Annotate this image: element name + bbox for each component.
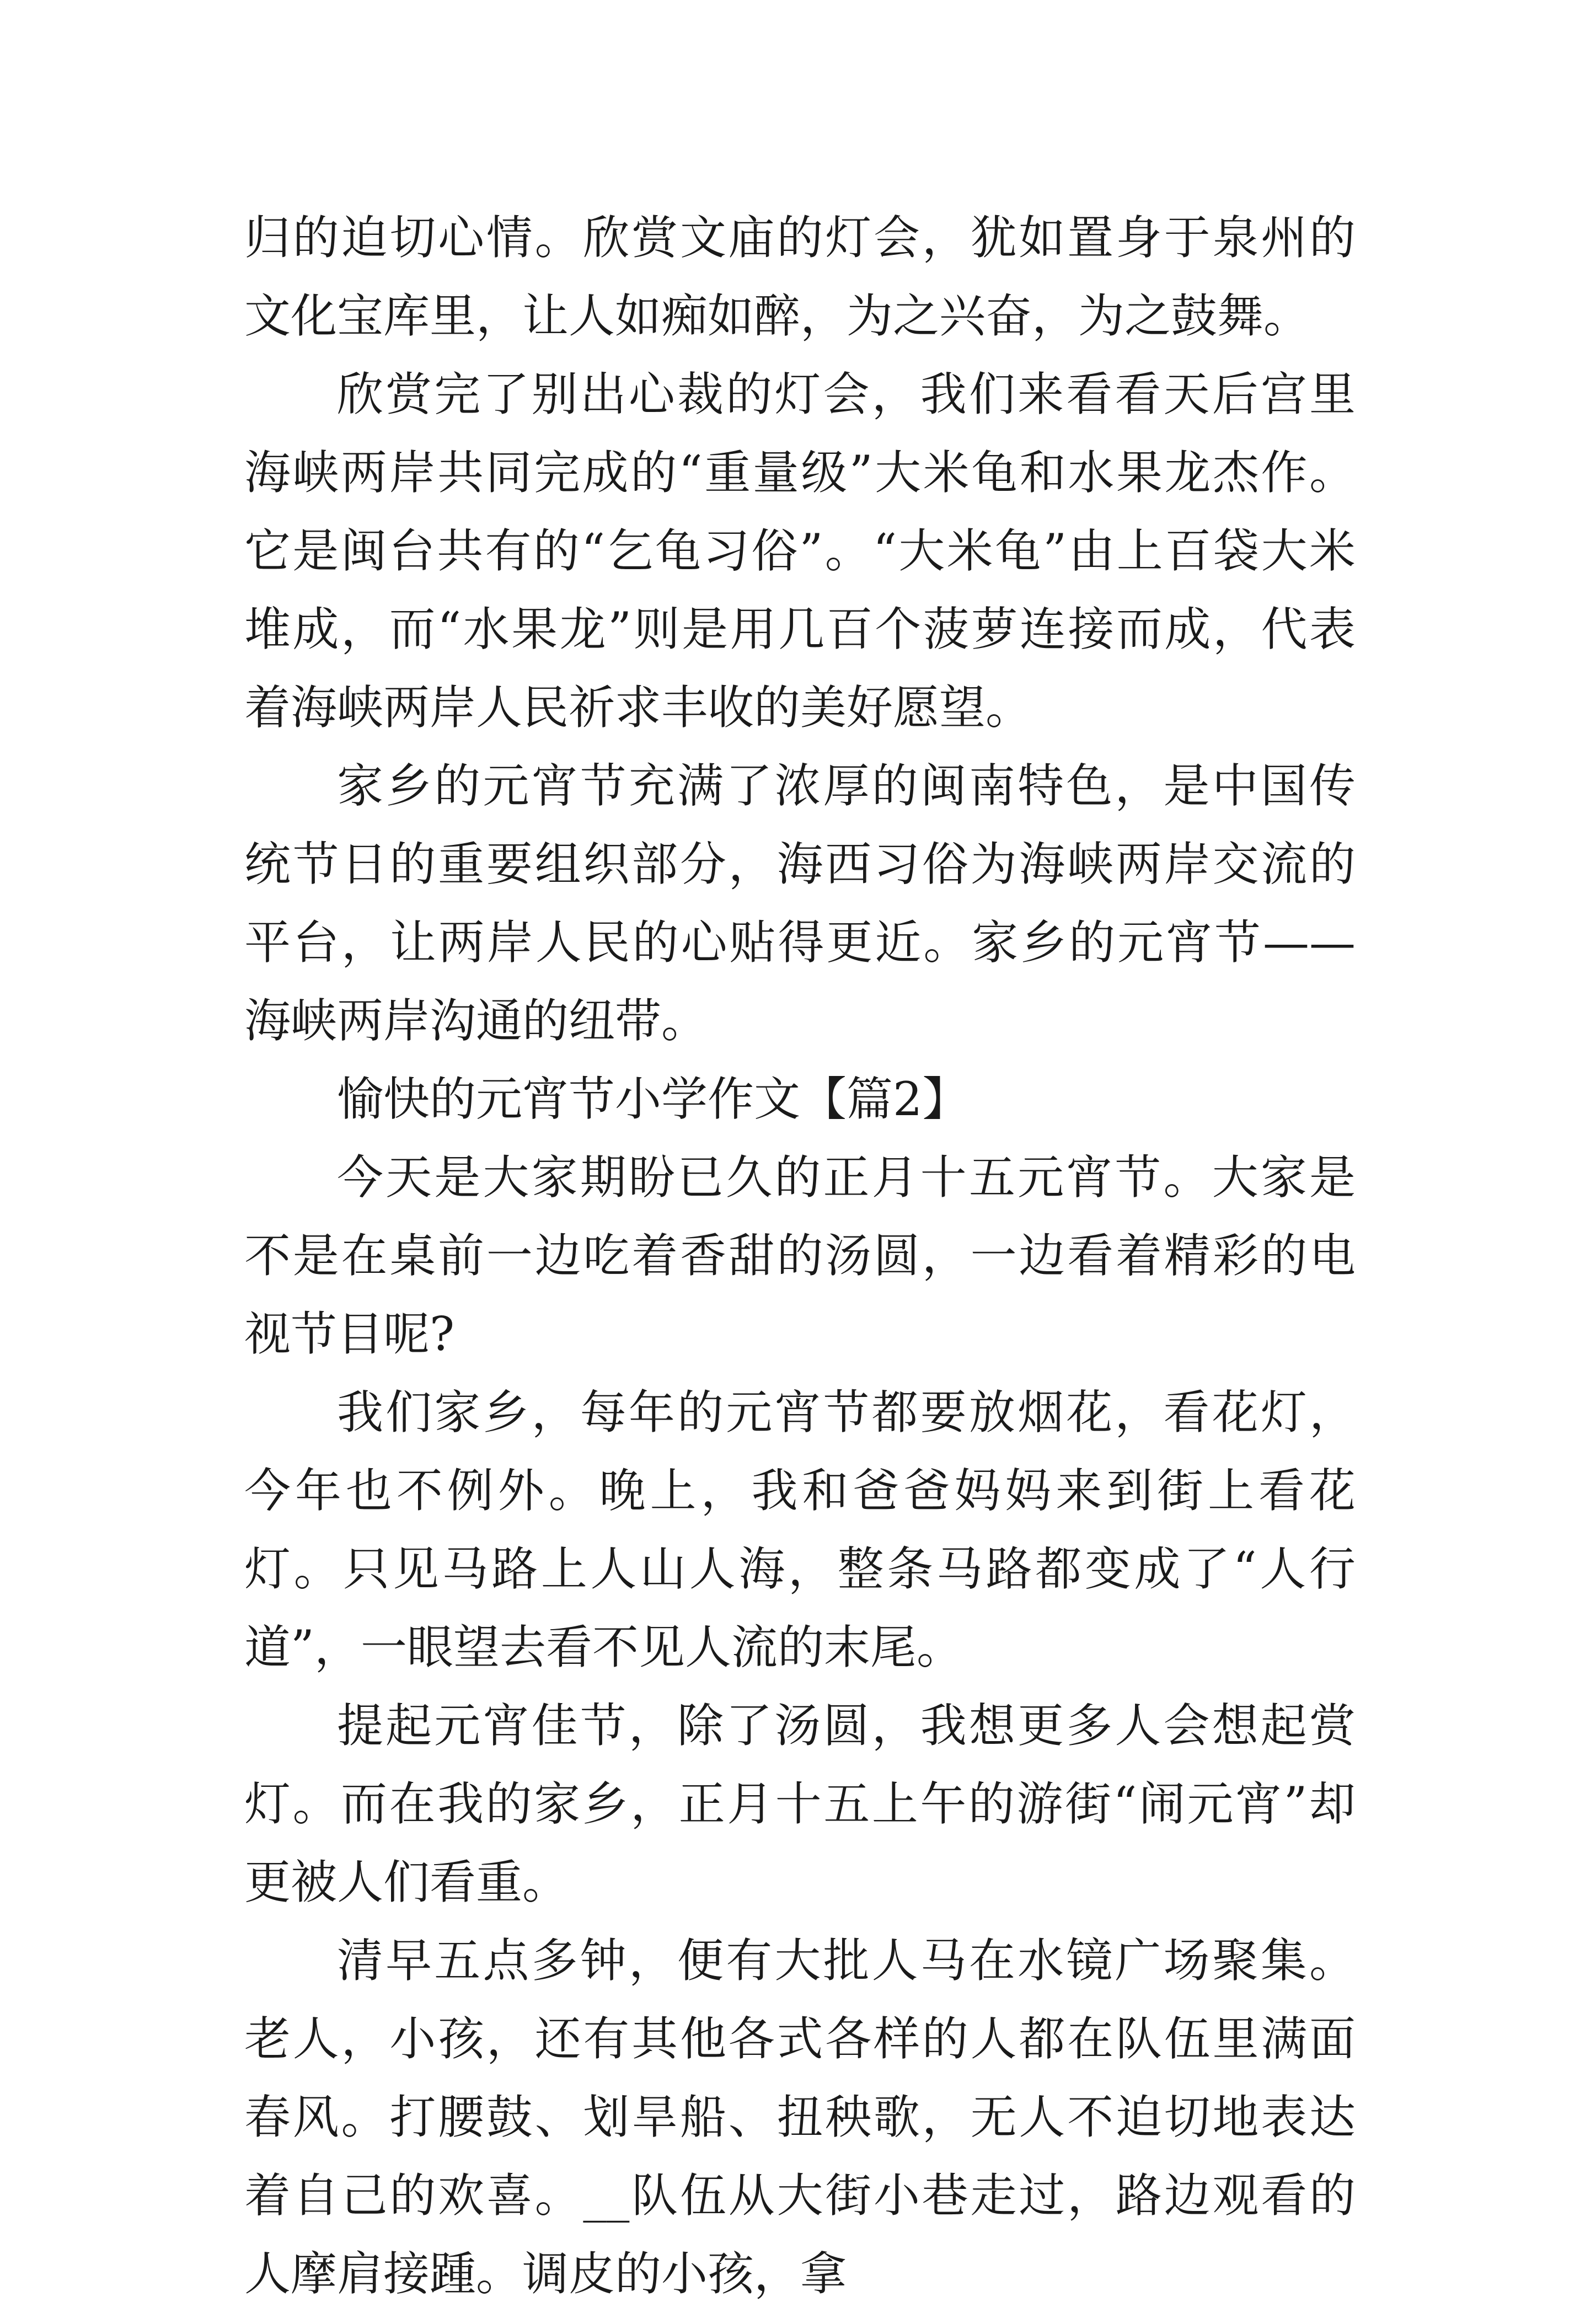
paragraph-6: 提起元宵佳节，除了汤圆，我想更多人会想起赏灯。而在我的家乡，正月十五上午的游街“闹元宵”却更被人们看重。 xyxy=(244,1699,1356,1909)
paragraph-7: 清早五点多钟，便有大批人马在水镜广场聚集。老人，小孩，还有其他各式各样的人都在队伍里满面春风。打腰鼓、划旱船、扭秧歌，无人不迫切地表达着自己的欢喜。__队伍从大街小巷走过，路边观看的人摩肩接踵。调皮的小孩，拿 xyxy=(244,1934,1356,2301)
paragraph-3: 家乡的元宵节充满了浓厚的闽南特色，是中国传统节日的重要组织部分，海西习俗为海峡两岸交流的平台，让两岸人民的心贴得更近。家乡的元宵节——海峡两岸沟通的纽带。 xyxy=(244,759,1356,1048)
paragraph-5: 我们家乡，每年的元宵节都要放烟花，看花灯，今年也不例外。晚上，我和爸爸妈妈来到街上看花灯。只见马路上人山人海，整条马路都变成了“人行道”，一眼望去看不见人流的末尾。 xyxy=(244,1385,1356,1674)
paragraph-1: 归的迫切心情。欣赏文庙的灯会，犹如置身于泉州的文化宝库里，让人如痴如醉，为之兴奋，为之鼓舞。 xyxy=(244,211,1356,343)
paragraph-4: 今天是大家期盼已久的正月十五元宵节。大家是不是在桌前一边吃着香甜的汤圆，一边看着精彩的电视节目呢? xyxy=(244,1150,1356,1361)
paragraph-2: 欣赏完了别出心裁的灯会，我们来看看天后宫里海峡两岸共同完成的“重量级”大米龟和水果龙杰作。它是闽台共有的“乞龟习俗”。“大米龟”由上百袋大米堆成，而“水果龙”则是用几百个菠萝连接而成，代表着海峡两岸人民祈求丰收的美好愿望。 xyxy=(244,367,1356,735)
document-body xyxy=(244,199,1356,2313)
section-heading: 愉快的元宵节小学作文【篇2】 xyxy=(337,1072,969,1126)
